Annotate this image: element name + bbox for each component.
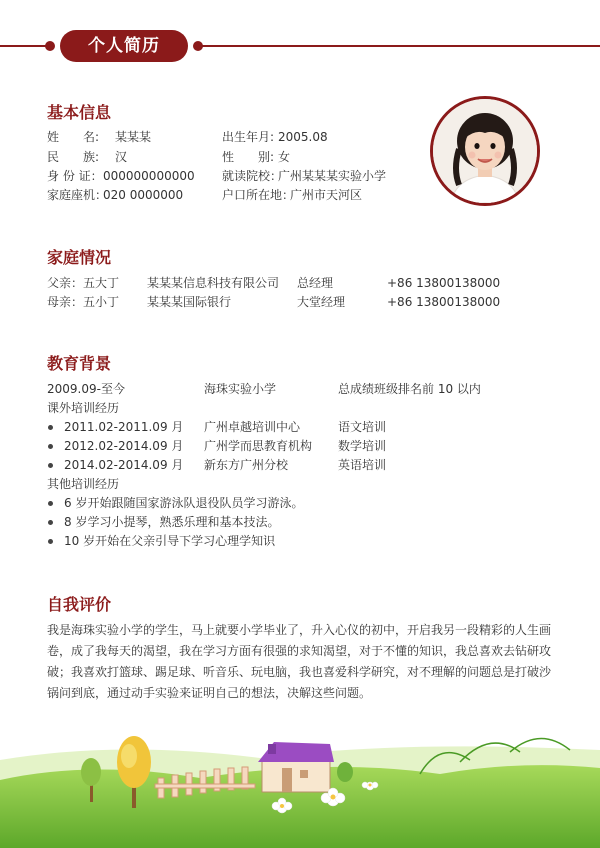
section-title-education: 教育背景	[47, 354, 112, 373]
extra-org-1: 广州卓越培训中心	[204, 420, 301, 434]
phone-label: 家庭座机：	[47, 188, 108, 202]
extra-org-3: 新东方广州分校	[204, 458, 289, 472]
family-position-2: 大堂经理	[297, 295, 346, 309]
family-company-2: 某某某国际银行	[147, 295, 232, 309]
family-phone-2: +86 13800138000	[387, 295, 501, 309]
extra-training-title: 课外培训经历	[47, 401, 120, 415]
section-title-basic: 基本信息	[47, 103, 112, 122]
family-relation-2: 母亲：五小丁	[47, 295, 120, 309]
other-training-3: 10 岁开始在父亲引导下学习心理学知识	[64, 534, 276, 548]
extra-subject-2: 数学培训	[338, 439, 387, 453]
bullet-icon	[48, 539, 53, 544]
edu-school: 海珠实验小学	[204, 382, 277, 396]
hukou-value: 广州市天河区	[290, 188, 363, 202]
name-value: 某某某	[115, 130, 152, 144]
gender-value: 女	[278, 150, 291, 164]
extra-period-1: 2011.02-2011.09 月	[64, 420, 184, 434]
id-label: 身 份 证：	[47, 169, 103, 183]
extra-subject-3: 英语培训	[338, 458, 387, 472]
grass-landscape-illustration	[0, 700, 600, 848]
bullet-icon	[48, 520, 53, 525]
birth-label: 出生年月:	[222, 130, 275, 144]
name-label: 姓 名:	[47, 130, 100, 144]
phone-value: 020 0000000	[103, 188, 184, 202]
extra-org-2: 广州学而思教育机构	[204, 439, 313, 453]
header-line-left	[0, 45, 48, 47]
header-line-right	[200, 45, 600, 47]
school-label: 就读院校：	[222, 169, 283, 183]
family-relation-1: 父亲：五大丁	[47, 276, 120, 290]
bullet-icon	[48, 425, 53, 430]
other-training-1: 6 岁开始跟随国家游泳队退役队员学习游泳。	[64, 496, 304, 510]
edu-rank: 总成绩班级排名前 10 以内	[338, 382, 481, 396]
child-portrait-icon	[433, 99, 537, 203]
edu-period: 2009.09-至今	[47, 382, 125, 396]
other-training-2: 8 岁学习小提琴，熟悉乐理和基本技法。	[64, 515, 280, 529]
header-dot-left	[45, 41, 55, 51]
birth-value: 2005.08	[278, 130, 328, 144]
other-training-title: 其他培训经历	[47, 477, 120, 491]
family-company-1: 某某某信息科技有限公司	[147, 276, 280, 290]
self-evaluation-text: 我是海珠实验小学的学生，马上就要小学毕业了，升入心仪的初中，开启我另一段精彩的人生画卷，成了我每天的渴望，我在学习方面有很强的求知渴望，对于不懂的知识，我总喜欢去钻研攻破；我喜欢打篮球、踢足球、听音乐、玩电脑，我也喜爱科学研究，对不理解的问题总是打破沙锅问到底，通过动手实验来证明自己的想法，决解这些问题。	[47, 623, 552, 700]
bullet-icon	[48, 444, 53, 449]
extra-subject-1: 语文培训	[338, 420, 387, 434]
bullet-icon	[48, 501, 53, 506]
id-value: 000000000000	[103, 169, 195, 183]
school-value: 广州某某某实验小学	[278, 169, 387, 183]
gender-label: 性 别:	[222, 150, 275, 164]
hukou-label: 户口所在地：	[222, 188, 295, 202]
family-phone-1: +86 13800138000	[387, 276, 501, 290]
avatar	[430, 96, 540, 206]
ethnic-value: 汉	[115, 150, 128, 164]
bullet-icon	[48, 463, 53, 468]
ethnic-label: 民 族:	[47, 150, 100, 164]
family-position-1: 总经理	[297, 276, 334, 290]
section-title-self: 自我评价	[47, 595, 112, 614]
page-title: 个人简历	[60, 30, 188, 62]
extra-period-2: 2012.02-2014.09 月	[64, 439, 184, 453]
section-title-family: 家庭情况	[47, 248, 112, 267]
extra-period-3: 2014.02-2014.09 月	[64, 458, 184, 472]
